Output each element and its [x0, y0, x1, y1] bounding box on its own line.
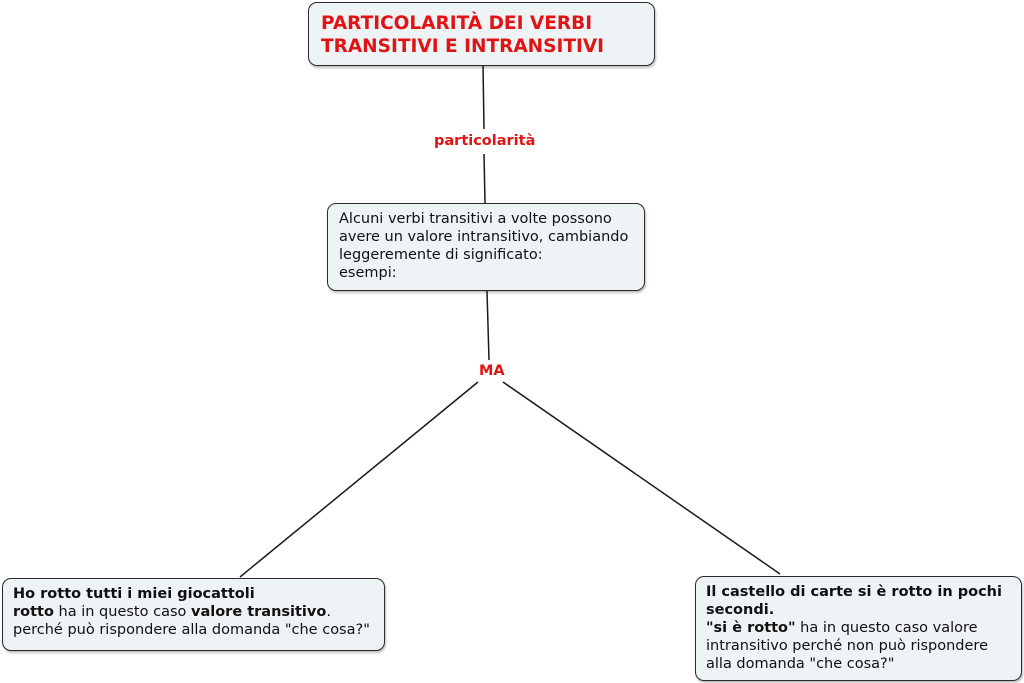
- transitive-explanation: [13, 603, 384, 621]
- intransitive-sentence-bold-1: Il castello di carte si è rotto in pochi: [706, 584, 1002, 600]
- link-label-ma: MA: [479, 363, 505, 379]
- verb-si-e-rotto: "si è rotto": [706, 620, 796, 636]
- definition-line-1: Alcuni verbi transitivi a volte possono: [339, 211, 612, 227]
- intransitive-sentence-line-1: [706, 583, 1021, 601]
- link-ma-to-right: [503, 382, 780, 574]
- concept-node-definition[interactable]: [327, 203, 645, 291]
- intransitive-explanation-text: ha in questo caso valore: [795, 620, 978, 636]
- explanation-text-b: .: [326, 604, 331, 620]
- definition-line-2: avere un valore intransitivo, cambiando: [339, 229, 629, 245]
- concept-node-transitive-example[interactable]: [2, 578, 385, 651]
- transitive-sentence-bold: Ho rotto tutti i miei giocattoli: [13, 586, 255, 602]
- link-label-particolarita: particolarità: [434, 133, 536, 149]
- intransitive-sentence-line-2: [706, 601, 1021, 619]
- verb-rotto: rotto: [13, 604, 54, 620]
- intransitive-explanation: [706, 619, 1021, 637]
- link-ma-to-left: [240, 382, 478, 577]
- transitive-example-sentence: [13, 585, 384, 603]
- title-node[interactable]: [308, 2, 655, 66]
- title-line-2: TRANSITIVI E INTRANSITIVI: [321, 36, 605, 57]
- definition-line-4: esempi:: [339, 265, 397, 281]
- link-title-to-label: [483, 66, 484, 129]
- definition-line-3: leggeremente di significato:: [339, 247, 543, 263]
- concept-node-intransitive-example[interactable]: [695, 576, 1022, 681]
- intransitive-sentence-bold-2: secondi.: [706, 602, 775, 618]
- intransitive-reason-line-1: intransitivo perché non può rispondere: [706, 638, 988, 654]
- link-label-to-middle: [484, 154, 485, 203]
- transitive-reason: perché può rispondere alla domanda "che cosa?": [13, 622, 370, 638]
- link-middle-to-ma: [487, 291, 489, 360]
- intransitive-reason-line-2: alla domanda "che cosa?": [706, 656, 895, 672]
- explanation-text-a: ha in questo caso: [53, 604, 191, 620]
- title-line-1: PARTICOLARITÀ DEI VERBI: [321, 13, 593, 34]
- valore-transitivo: valore transitivo: [191, 604, 327, 620]
